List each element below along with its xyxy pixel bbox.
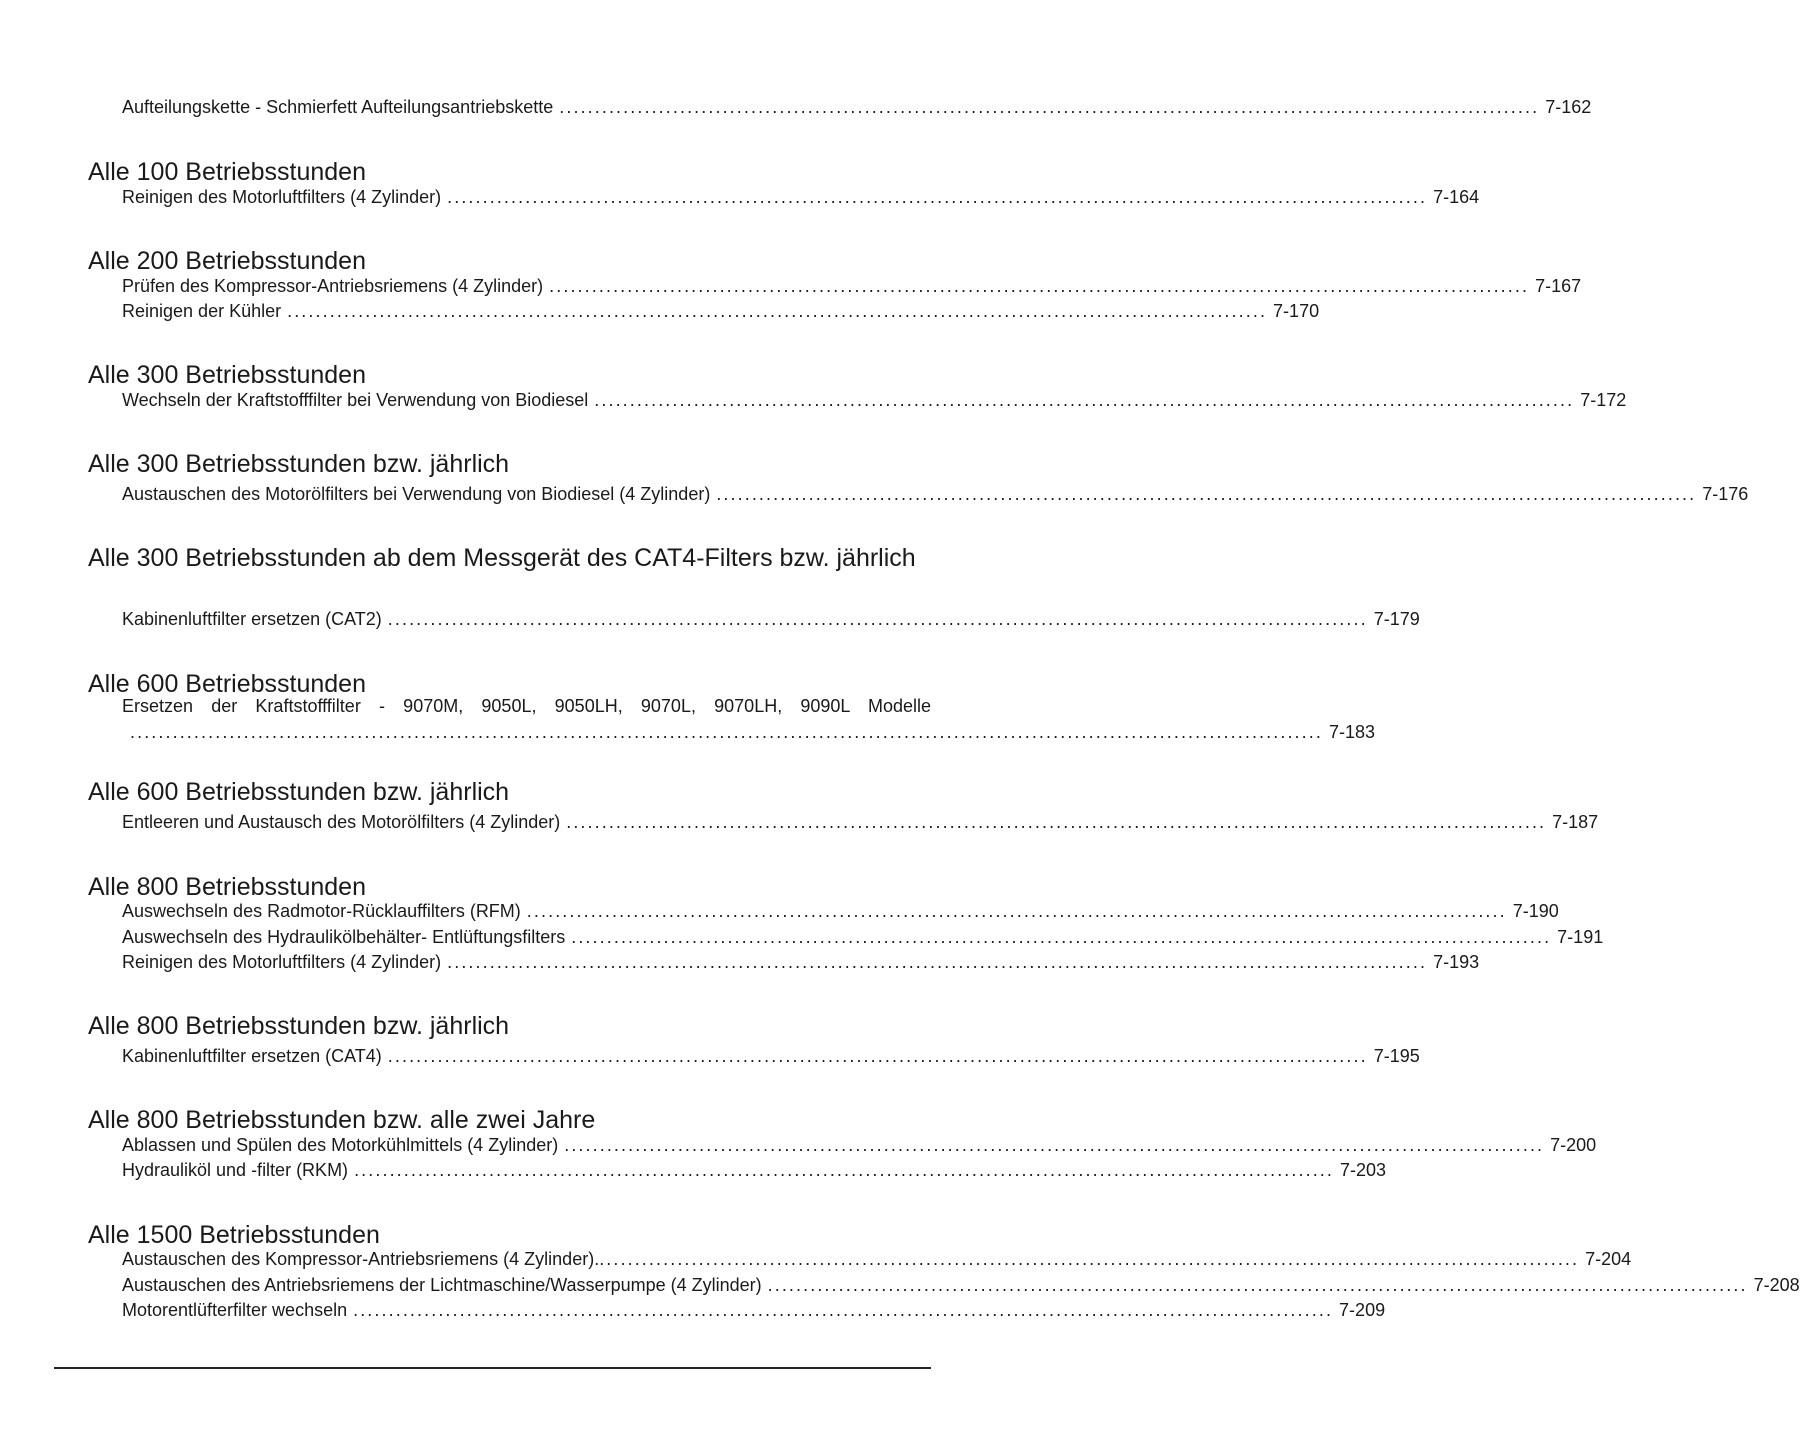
toc-page-number: 7-167 xyxy=(1535,276,1582,296)
toc-entry[interactable] xyxy=(122,809,1599,833)
toc-entry[interactable] xyxy=(122,1043,1420,1067)
toc-page-number: 7-208 xyxy=(1753,1275,1800,1295)
dot-leader: .......................................................................................................................................... xyxy=(353,1300,1334,1320)
toc-page-number: 7-187 xyxy=(1552,812,1599,832)
toc-page-number: 7-209 xyxy=(1339,1300,1386,1320)
section-heading-600h-yearly: Alle 600 Betriebsstunden bzw. jährlich xyxy=(88,778,510,806)
toc-page-number: 7-164 xyxy=(1433,187,1480,207)
toc-entry-label: Aufteilungskette - Schmierfett Aufteilungsantriebskette xyxy=(122,97,554,117)
dot-leader: .......................................................................................................................................... xyxy=(526,901,1507,921)
section-heading-100h: Alle 100 Betriebsstunden xyxy=(88,158,366,186)
dot-leader: .......................................................................................................................................... xyxy=(287,301,1268,321)
toc-entry-label: Wechseln der Kraftstofffilter bei Verwendung von Biodiesel xyxy=(122,390,589,410)
toc-entry-continuation[interactable] xyxy=(130,719,1376,743)
dot-leader: .......................................................................................................................................... xyxy=(767,1275,1748,1295)
toc-entry-label: Austauschen des Antriebsriemens der Lichtmaschine/Wasserpumpe (4 Zylinder) xyxy=(122,1275,762,1295)
toc-page-number: 7-195 xyxy=(1373,1046,1420,1066)
toc-entry[interactable] xyxy=(122,1132,1597,1156)
toc-entry-label: Motorentlüfterfilter wechseln xyxy=(122,1300,348,1320)
toc-entry-label: Reinigen des Motorluftfilters (4 Zylinder) xyxy=(122,952,442,972)
dot-leader: .......................................................................................................................................... xyxy=(571,927,1552,947)
footer-divider xyxy=(54,1367,931,1369)
dot-leader: .......................................................................................................................................... xyxy=(447,952,1428,972)
dot-leader: .......................................................................................................................................... xyxy=(594,390,1575,410)
toc-entry-label: Reinigen des Motorluftfilters (4 Zylinder) xyxy=(122,187,442,207)
toc-page-number: 7-200 xyxy=(1550,1135,1597,1155)
toc-page-number: 7-179 xyxy=(1373,609,1420,629)
toc-entry[interactable] xyxy=(122,387,1627,411)
toc-page-number: 7-191 xyxy=(1557,927,1604,947)
toc-page-number: 7-204 xyxy=(1585,1249,1632,1269)
toc-entry[interactable] xyxy=(122,481,1749,505)
toc-entry-label: Austauschen des Kompressor-Antriebsriemens (4 Zylinder). xyxy=(122,1249,600,1269)
section-heading-800h-yearly: Alle 800 Betriebsstunden bzw. jährlich xyxy=(88,1012,510,1040)
toc-entry[interactable] xyxy=(122,949,1480,973)
toc-entry-label: Reinigen der Kühler xyxy=(122,301,282,321)
section-heading-200h: Alle 200 Betriebsstunden xyxy=(88,247,366,275)
dot-leader: .......................................................................................................................................... xyxy=(549,276,1530,296)
dot-leader: .......................................................................................................................................... xyxy=(387,609,1368,629)
toc-page-number: 7-170 xyxy=(1273,301,1320,321)
toc-page-number: 7-162 xyxy=(1545,97,1592,117)
toc-page-number: 7-203 xyxy=(1340,1160,1387,1180)
toc-entry-label: Austauschen des Motorölfilters bei Verwendung von Biodiesel (4 Zylinder) xyxy=(122,484,711,504)
toc-entry[interactable] xyxy=(122,1272,1800,1296)
toc-entry[interactable] xyxy=(122,298,1320,322)
dot-leader: .......................................................................................................................................... xyxy=(387,1046,1368,1066)
dot-leader: .......................................................................................................................................... xyxy=(566,812,1547,832)
toc-entry-label: Prüfen des Kompressor-Antriebsriemens (4 Zylinder) xyxy=(122,276,544,296)
toc-page-number: 7-176 xyxy=(1702,484,1749,504)
toc-entry-label: Auswechseln des Hydraulikölbehälter- Entlüftungsfilters xyxy=(122,927,566,947)
toc-entry-label: Entleeren und Austausch des Motorölfilters (4 Zylinder) xyxy=(122,812,561,832)
toc-page-number: 7-183 xyxy=(1328,722,1376,742)
toc-entry-label: Auswechseln des Radmotor-Rücklauffilters (RFM) xyxy=(122,901,521,921)
toc-page-number: 7-172 xyxy=(1580,390,1627,410)
toc-entry-label[interactable]: Ersetzen der Kraftstofffilter - 9070M, 9050L, 9050LH, 9070L, 9070LH, 9090L Modelle xyxy=(122,696,931,716)
dot-leader: .......................................................................................................................................... xyxy=(564,1135,1545,1155)
toc-entry-label: Ablassen und Spülen des Motorkühlmittels (4 Zylinder) xyxy=(122,1135,559,1155)
toc-entry-label: Hydrauliköl und -filter (RKM) xyxy=(122,1160,349,1180)
section-heading-300h-yearly: Alle 300 Betriebsstunden bzw. jährlich xyxy=(88,450,510,478)
section-heading-600h: Alle 600 Betriebsstunden xyxy=(88,670,366,698)
dot-leader: .......................................................................................................................................... xyxy=(559,97,1540,117)
dot-leader: .......................................................................................................................................... xyxy=(447,187,1428,207)
toc-entry[interactable] xyxy=(122,273,1582,297)
toc-entry-label: Kabinenluftfilter ersetzen (CAT2) xyxy=(122,609,382,629)
section-heading-300h-cat4: Alle 300 Betriebsstunden ab dem Messgerät des CAT4-Filters bzw. jährlich xyxy=(88,544,916,572)
dot-leader: ........................................................................................................................................................................ xyxy=(130,722,1323,742)
section-heading-300h: Alle 300 Betriebsstunden xyxy=(88,361,366,389)
toc-page-number: 7-190 xyxy=(1512,901,1559,921)
toc-entry[interactable] xyxy=(122,1297,1386,1321)
dot-leader: .......................................................................................................................................... xyxy=(599,1249,1580,1269)
toc-page-number: 7-193 xyxy=(1433,952,1480,972)
section-heading-1500h: Alle 1500 Betriebsstunden xyxy=(88,1221,380,1249)
section-heading-800h-biennial: Alle 800 Betriebsstunden bzw. alle zwei Jahre xyxy=(88,1106,596,1134)
toc-entry[interactable] xyxy=(122,606,1420,630)
toc-entry[interactable] xyxy=(122,924,1604,948)
section-heading-800h: Alle 800 Betriebsstunden xyxy=(88,873,366,901)
toc-entry[interactable] xyxy=(122,1157,1387,1181)
toc-entry[interactable] xyxy=(122,1246,1632,1270)
dot-leader: .......................................................................................................................................... xyxy=(354,1160,1334,1180)
toc-entry-aufteilungskette[interactable] xyxy=(122,94,1592,118)
dot-leader: .......................................................................................................................................... xyxy=(716,484,1697,504)
toc-entry-label: Kabinenluftfilter ersetzen (CAT4) xyxy=(122,1046,382,1066)
toc-entry[interactable] xyxy=(122,184,1480,208)
toc-entry[interactable] xyxy=(122,898,1559,922)
